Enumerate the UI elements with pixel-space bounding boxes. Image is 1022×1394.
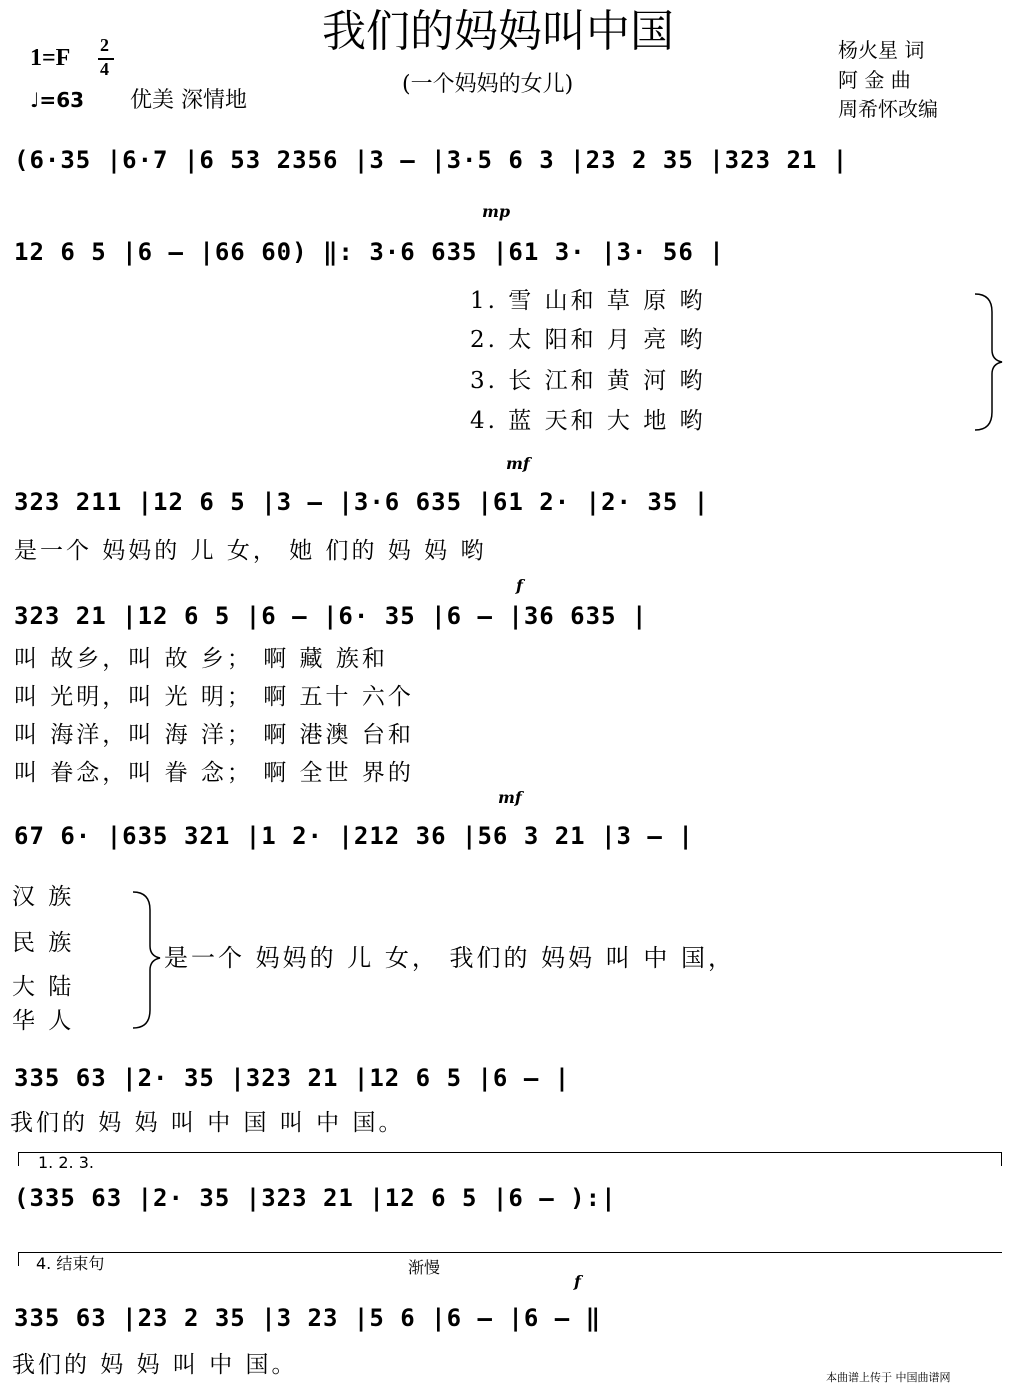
score-row-1: (6·35 |6·7 |6 53 2356 |3 – |3·5 6 3 |23 2 35 |323 21 |	[14, 146, 849, 174]
lyrics-row-2-verse-3: 3. 长 江和 黄 河 哟	[470, 368, 706, 394]
lyrics-row-6: 是一个 妈妈的 儿 女， 我们的 妈妈 叫 中 国，	[164, 944, 736, 972]
lyrics-brace-icon	[128, 890, 168, 1030]
score-row-3: 323 211 |12 6 5 |3 – |3·6 635 |61 2· |2· 35 |	[14, 488, 710, 516]
credit-lyricist: 杨火星 词	[838, 38, 925, 62]
lyrics-row-3: 是一个 妈妈的 儿 女， 她 们的 妈 妈 哟	[14, 538, 487, 564]
lyrics-row-2-verse-4: 4. 蓝 天和 大 地 哟	[470, 408, 706, 434]
score-row-9: 335 63 |23 2 35 |3 23 |5 6 |6 – |6 – ‖	[14, 1304, 602, 1332]
score-row-7: 335 63 |2· 35 |323 21 |12 6 5 |6 – |	[14, 1064, 571, 1092]
volta-bracket-2	[18, 1252, 1002, 1253]
dynamic-mf-2: mf	[498, 788, 522, 807]
volta-bracket-1-start	[18, 1152, 19, 1166]
credit-composer: 阿 金 曲	[838, 68, 911, 92]
lyrics-row-4-verse-2: 叫 光明，叫 光 明； 啊 五十 六个	[14, 684, 414, 710]
credit-arranger: 周希怀改编	[838, 97, 938, 121]
time-signature-top: 2	[100, 35, 109, 55]
brace-lyric-1: 汉 族	[12, 884, 75, 910]
volta-bracket-1-end	[1001, 1152, 1002, 1166]
footer-credit: 本曲谱上传于 中国曲谱网	[826, 1371, 951, 1384]
lyrics-row-2-verse-2: 2. 太 阳和 月 亮 哟	[470, 327, 706, 353]
brace-lyric-4: 华 人	[12, 1008, 75, 1034]
volta-label-2: 4. 结束句	[36, 1254, 105, 1273]
dynamic-f-2: f	[574, 1272, 581, 1291]
brace-lyric-2: 民 族	[12, 930, 75, 956]
score-row-8: (335 63 |2· 35 |323 21 |12 6 5 |6 – ):|	[14, 1184, 617, 1212]
score-row-2: 12 6 5 |6 – |66 60) ‖: 3·6 635 |61 3· |3· 56 |	[14, 238, 725, 266]
lyrics-row-7: 我们的 妈 妈 叫 中 国 叫 中 国。	[10, 1110, 405, 1136]
time-signature-bottom: 4	[100, 59, 109, 79]
brace-lyric-3: 大 陆	[12, 974, 75, 1000]
verse-brace-icon	[970, 292, 1010, 432]
volta-bracket-1	[18, 1152, 1002, 1153]
page-subtitle: (一个妈妈的女儿)	[402, 72, 574, 97]
lyrics-row-9: 我们的 妈 妈 叫 中 国。	[12, 1352, 298, 1378]
page-title: 我们的妈妈叫中国	[322, 6, 674, 57]
expression-marking: 优美 深情地	[130, 88, 247, 113]
volta-bracket-2-start	[18, 1252, 19, 1266]
dynamic-mf: mf	[506, 454, 530, 473]
dynamic-mp: mp	[482, 202, 511, 221]
lyrics-row-2-verse-1: 1. 雪 山和 草 原 哟	[470, 288, 706, 314]
lyrics-row-4-verse-1: 叫 故乡，叫 故 乡； 啊 藏 族和	[14, 646, 388, 672]
score-row-5: 67 6· |635 321 |1 2· |212 36 |56 3 21 |3 – |	[14, 822, 694, 850]
lyrics-row-4-verse-3: 叫 海洋，叫 海 洋； 啊 港澳 台和	[14, 722, 414, 748]
tempo-marking: ♩=63	[30, 88, 85, 112]
tempo-change-ritardando: 渐慢	[408, 1258, 441, 1277]
volta-label-1: 1. 2. 3.	[38, 1153, 94, 1172]
lyrics-row-4-verse-4: 叫 眷念，叫 眷 念； 啊 全世 界的	[14, 760, 414, 786]
score-row-4: 323 21 |12 6 5 |6 – |6· 35 |6 – |36 635 |	[14, 602, 648, 630]
key-signature: 1=F	[30, 45, 71, 71]
dynamic-f: f	[516, 576, 523, 595]
